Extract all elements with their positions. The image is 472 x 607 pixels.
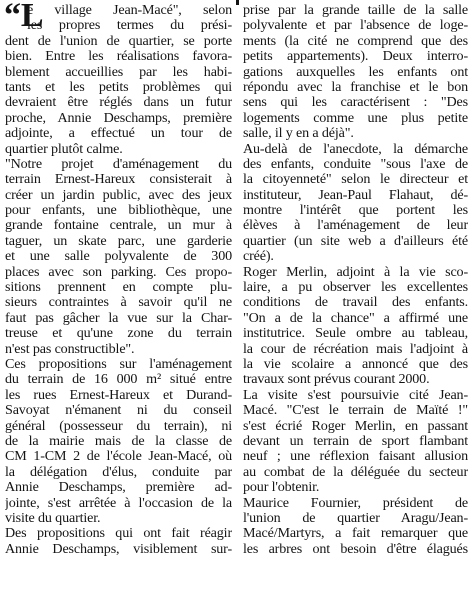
article-text-line: grande fontaine centrale, un mur à (5, 218, 232, 234)
article-text-line: du terrain de 16 000 m² situé entre (5, 372, 232, 388)
article-text-line: la citoyenneté" selon le directeur et (243, 172, 468, 188)
article-text-line: places avec son parking. Ces propo- (5, 264, 232, 280)
article-column-left (4, 0, 232, 557)
article-text-line: Au-delà de l'anecdote, la démarche (243, 141, 468, 157)
article-text-line: Annie Deschamps, première ad- (5, 480, 232, 496)
article-text-line: l'union de quartier Aragu/Jean- (243, 510, 468, 526)
article-text-line: "On a de la chance" a affirmé une (243, 310, 468, 326)
article-text-line: e village Jean-Macé", selon (27, 3, 232, 18)
left-column-lines (5, 3, 232, 557)
article-text-line: terrain Ernest-Hareux consisterait à (5, 172, 232, 188)
article-text-line: dent de l'union de quartier, se porte (5, 33, 232, 49)
opening-quote-mark: “L (4, 0, 44, 34)
article-text-line: instituteur, Jean-Paul Flahaut, dé- (243, 187, 468, 203)
article-text-line: conditions de travail des enfants. (243, 295, 468, 311)
article-text-line: travaux sont prévus courant 2000. (243, 372, 430, 388)
article-text-line: institutrice. Seule ombre au tableau, (243, 326, 468, 342)
article-text-line: logements comme une plus petite (243, 110, 468, 126)
article-text-line: les rues Ernest-Hareux et Durand- (5, 387, 232, 403)
article-text-line: les propres termes du prési- (27, 18, 232, 34)
article-text-line: répondu avec la franchise et le bon (243, 79, 468, 95)
article-text-line: de la mairie mais de la classe de (5, 433, 232, 449)
article-text-line: polyvalente et par l'absence de loge- (243, 18, 468, 34)
article-text-line: Macé/Martyrs, a fait remarquer que (243, 526, 468, 542)
article-text-line: quartier (un site web a d'ailleurs été (243, 233, 468, 249)
article-text-line: ments (la cité ne comprend que des (243, 33, 468, 49)
article-text-line: et une salle polyvalente de 300 (5, 249, 232, 265)
article-text-line: gations auxquelles les enfants ont (243, 64, 468, 80)
article-text-line: prise par la grande taille de la salle (243, 3, 468, 18)
article-text-line: bien. Entre les réalisations favora- (5, 49, 232, 65)
article-text-line: la délégation d'élus, conduite par (5, 464, 232, 480)
article-text-line: proche, Annie Deschamps, première (5, 110, 232, 126)
column-rule-mark (236, 0, 239, 5)
article-text-line: s'est écrié Roger Merlin, en passant (243, 418, 468, 434)
article-text-line: montre l'intérêt que portent les (243, 203, 468, 219)
article-text-line: devraient être réglés dans un futur (5, 95, 232, 111)
article-text-line: des enfants, conduite "sous l'axe de (243, 156, 468, 172)
article-text-line: La visite s'est poursuivie cité Jean- (243, 387, 468, 403)
article-text-line: pour l'obtenir. (243, 480, 320, 496)
article-text-line: Ces propositions sur l'aménagement (5, 356, 232, 372)
article-text-line: laire, a pu observer les excellentes (243, 280, 468, 296)
article-text-line: sens qui les caractérisent : "Des (243, 95, 468, 111)
article-text-line: sitions prennent en compte plu- (5, 280, 232, 296)
article-text-line: "Notre projet d'aménagement du (5, 156, 232, 172)
article-text-line: la cour de récréation mais l'adjoint à (243, 341, 468, 357)
article-text-line: taguer, un skate parc, une garderie (5, 233, 232, 249)
article-text-line: au combat de la déléguée du secteur (243, 464, 468, 480)
article-text-line: Des propositions qui ont fait réagir (5, 526, 232, 542)
article-text-line: créer un jardin public, avec des jeux (5, 187, 232, 203)
article-text-line: faut pas gâcher la vue sur la Char- (5, 310, 232, 326)
article-text-line: la vie scolaire a annoncé que des (243, 356, 468, 372)
right-column-lines (243, 3, 468, 557)
article-text-line: adjointe, a effectué un tour de (5, 126, 232, 142)
article-text-line: général (possesseur du terrain), ni (5, 418, 232, 434)
article-text-line: blement accueillies par les habi- (5, 64, 232, 80)
article-column-right (243, 3, 468, 557)
article-text-line: tants et les petits problèmes qui (5, 79, 232, 95)
article-text-line: Macé. "C'est le terrain de Maïté !" (243, 403, 468, 419)
article-text-line: Maurice Fournier, président de (243, 495, 468, 511)
article-text-line: devant un terrain de sport flambant (243, 433, 468, 449)
article-text-line: salle, il y en a déjà". (243, 126, 354, 142)
article-text-line: n'est pas constructible". (5, 341, 135, 357)
article-text-line: élèves à l'aménagement de leur (243, 218, 468, 234)
article-text-line: pour enfants, une bibliothèque, une (5, 203, 232, 219)
article-text-line: Annie Deschamps, visiblement sur- (5, 541, 232, 557)
article-text-line: sieurs contraintes à savoir qu'il ne (5, 295, 232, 311)
article-text-line: quartier plutôt calme. (5, 141, 123, 157)
article-text-line: créé). (243, 249, 274, 265)
article-text-line: Savoyat n'émanent ni du conseil (5, 403, 232, 419)
article-text-line: visite du quartier. (5, 510, 101, 526)
article-text-line: les arbres ont besoin d'être élagués (243, 541, 468, 557)
article-text-line: Roger Merlin, adjoint à la vie sco- (243, 264, 468, 280)
article-text-line: CM 1-CM 2 de l'école Jean-Macé, où (5, 449, 232, 465)
article-text-line: neuf ; une réflexion faisant allusion (243, 449, 468, 465)
article-text-line: petits appartements). Deux interro- (243, 49, 468, 65)
article-text-line: treuse et qu'une zone du terrain (5, 326, 232, 342)
article-text-line: jointe, s'est arrêtée à l'occasion de la (5, 495, 232, 511)
